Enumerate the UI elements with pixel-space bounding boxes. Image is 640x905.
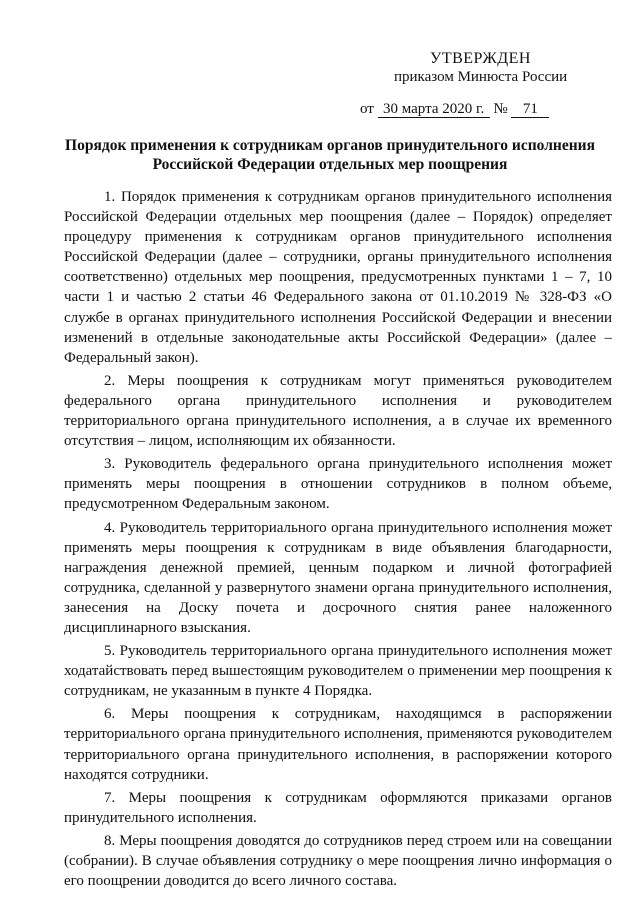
paragraph-2: 2. Меры поощрения к сотрудникам могут применяться руководителем федерального органа принудительного исполнения и руководителем территориального органа принудительного исполнения, а в случае их временного отсутствия – лицом, исполняющим их обязанности.	[64, 372, 612, 450]
number-label: №	[493, 101, 508, 117]
approval-date: 30 марта 2020 г.	[378, 102, 490, 118]
approval-issuer: приказом Минюста России	[394, 69, 568, 85]
paragraph-1: 1. Порядок применения к сотрудникам органов принудительного исполнения Российской Федерации отдельных мер поощрения (далее – Порядок) определяет процедуру применения к сотрудникам органов принудительного исполнения Российской Федерации (далее – сотрудники, органы принудительного исполнения соответственно) отдельных мер поощрения, предусмотренных пунктами 1 – 7, 10 части 1 и частью 2 статьи 46 Федерального закона от 01.10.2019 № 328-ФЗ «О службе в органах принудительного исполнения Российской Федерации и внесении изменений в отдельные законодательные акты Российской Федерации» (далее – Федеральный закон).	[64, 189, 612, 366]
paragraph-7: 7. Меры поощрения к сотрудникам оформляются приказами органов принудительного исполнения.	[64, 789, 612, 826]
paragraph-3: 3. Руководитель федерального органа принудительного исполнения может применять меры поощрения в отношении сотрудников в полном объеме, предусмотренном Федеральным законом.	[64, 456, 612, 513]
paragraph-5: 5. Руководитель территориального органа принудительного исполнения может ходатайствовать перед вышестоящим руководителем о применении мер поощрения к сотрудникам, не указанным в пункте 4 Порядка.	[64, 643, 612, 700]
document-title-line-1: Порядок применения к сотрудникам органов принудительного исполнения	[65, 137, 595, 154]
approval-stamp	[360, 50, 600, 118]
paragraph-6: 6. Меры поощрения к сотрудникам, находящимся в распоряжении территориального органа принудительного исполнения, применяются руководителем территориального органа принудительного исполнения, в распоряжении которого находятся сотрудники.	[64, 706, 612, 783]
document-body	[64, 187, 612, 894]
approval-number: 71	[511, 102, 549, 118]
document-title	[60, 136, 600, 174]
approval-dateline	[360, 100, 600, 118]
paragraph-4: 4. Руководитель территориального органа принудительного исполнения может применять меры поощрения к сотрудникам в виде объявления благодарности, награждения денежной премией, ценным подарком и личной фотографией сотрудника, сделанной у развернутого знамени органа принудительного исполнения, занесения на Доску почета и досрочного снятия ранее наложенного дисциплинарного взыскания.	[64, 519, 612, 636]
date-prefix: от	[360, 101, 374, 117]
approval-title: УТВЕРЖДЕН	[430, 50, 531, 67]
document-title-line-2: Российской Федерации отдельных мер поощрения	[152, 156, 508, 173]
paragraph-8: 8. Меры поощрения доводятся до сотрудников перед строем или на совещании (собрании). В случае объявления сотруднику о мере поощрения лично информация о его поощрении доводится до всего личного состава.	[64, 832, 612, 890]
